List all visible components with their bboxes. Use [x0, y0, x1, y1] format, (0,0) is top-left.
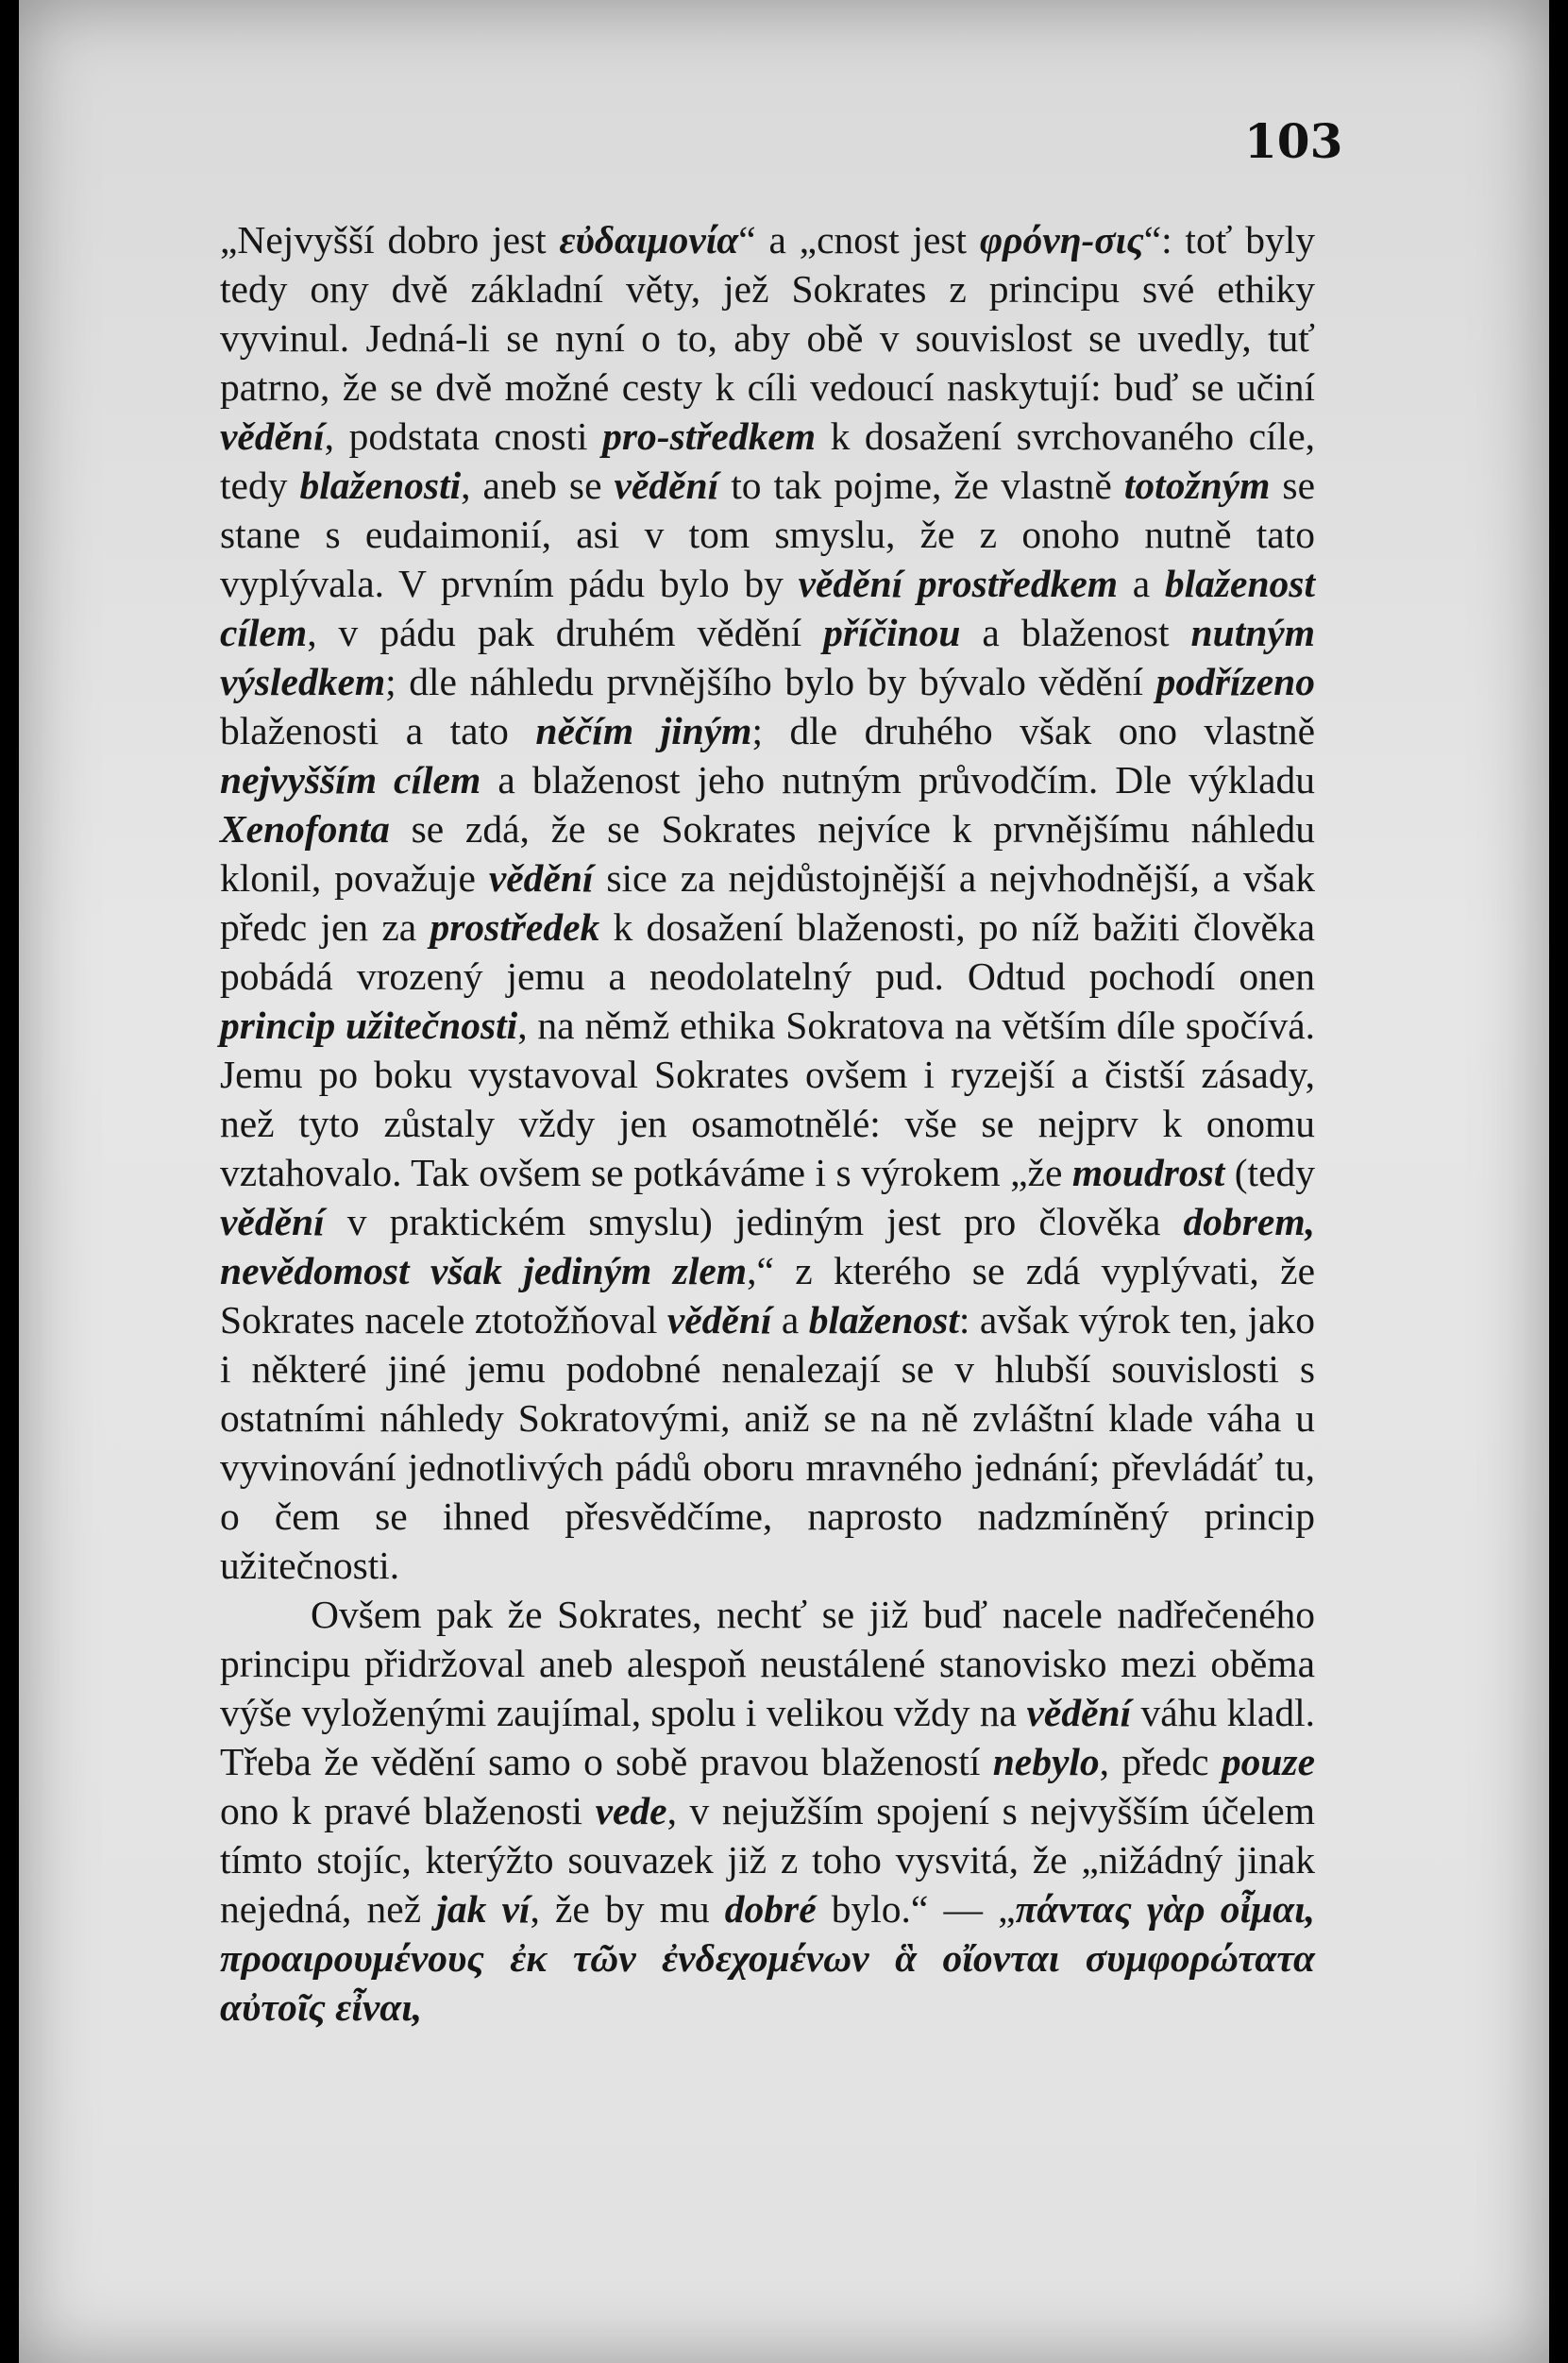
emphasized-text: prostředek [430, 905, 600, 949]
text-run: : avšak výrok ten, jako i některé jiné jemu podobné nenalezají se v hlubší souvislosti s ostatními náhledy Sokratovými, aniž se na ně zvláštní klade váha u vyvinování jednotlivých pádů oboru mravného jednání; převládáť tu, o čem se ihned přesvědčíme, naprosto nadzmíněný princip užitečnosti. [220, 1298, 1316, 1587]
text-run: k dosažení svrchovaného cíle, tedy [220, 414, 1315, 507]
text-run: ono k pravé blaženosti [220, 1789, 596, 1832]
emphasized-text: totožným [1123, 464, 1271, 507]
emphasized-text: vědění [666, 1298, 772, 1342]
emphasized-text: nutným výsledkem [220, 611, 1316, 703]
text-run: ; dle náhledu prvnějšího bylo by bývalo vědění [385, 660, 1156, 703]
text-run: sice za nejdůstojnější a nejvhodnější, a však předc jen za [220, 856, 1315, 949]
text-run: a [771, 1298, 809, 1342]
emphasized-text: dobré [724, 1887, 817, 1931]
book-page [19, 0, 1549, 2363]
emphasized-text: nejvyšším cílem [220, 758, 481, 802]
text-run: blaženosti a tato [220, 709, 536, 752]
text-run: (tedy [1224, 1151, 1316, 1194]
emphasized-text: pouze [1221, 1740, 1315, 1783]
page-number: 103 [1244, 113, 1343, 169]
emphasized-text: příčinou [823, 611, 961, 654]
emphasized-text: vědění [614, 464, 719, 507]
text-run: se stane s eudaimonií, asi v tom smyslu, že z onoho nutně tato vyplývala. V prvním pádu bylo by [220, 464, 1315, 605]
text-run: a blaženost jeho nutným průvodčím. Dle výkladu [481, 758, 1315, 802]
emphasized-text: πάντας γὰρ οἶμαι, προαιρουμένους ἐκ τῶν ἐνδεχομένων ἃ οἴονται συμφορώτατα αὐτοῖς εἶναι, [220, 1887, 1316, 2029]
emphasized-text: moudrost [1071, 1151, 1225, 1194]
text-run: to tak pojme, že vlastně [718, 464, 1124, 507]
text-run: , předc [1099, 1740, 1222, 1783]
emphasized-text: podřízeno [1155, 660, 1315, 703]
emphasized-text: dobrem, nevědomost však jediným zlem [220, 1200, 1315, 1292]
text-run: , na němž ethika Sokratova na větším díle spočívá. Jemu po boku vystavoval Sokrates ovšem i ryzejší a čistší zásady, než tyto zůstaly vždy jen osamotnělé: vše se nejprv k onomu vztahovalo. Tak ovšem se potkáváme i s výrokem „že [220, 1004, 1315, 1194]
text-run: ,“ z kterého se zdá vyplývati, že Sokrates nacele ztotožňoval [220, 1249, 1315, 1342]
text-run: “ a „cnost jest [738, 218, 980, 262]
emphasized-text: princip užitečnosti [220, 1004, 518, 1047]
text-run: se zdá, že se Sokrates nejvíce k prvnějšímu náhledu klonil, považuje [220, 807, 1315, 900]
text-run: , v nejužším spojení s nejvyšším účelem tímto stojíc, kterýžto souvazek již z toho vysvitá, že „nižádný jinak nejedná, než [220, 1789, 1315, 1931]
text-run: , že by mu [530, 1887, 725, 1931]
emphasized-text: něčím jiným [535, 709, 752, 752]
emphasized-text: vědění [220, 414, 325, 458]
emphasized-text: nebylo [992, 1740, 1100, 1783]
text-run: “: toť byly tedy ony dvě základní věty, jež Sokrates z principu své ethiky vyvinul. Jedná-li se nyní o to, aby obě v souvislost se uvedly, tuť patrno, že se dvě možné cesty k cíli vedoucí naskytují: buď se učiní [220, 218, 1315, 409]
text-run: bylo.“ — „ [816, 1887, 1016, 1931]
emphasized-text: pro-středkem [602, 414, 817, 458]
emphasized-text: vědění [220, 1200, 325, 1243]
text-run: váhu kladl. Třeba že vědění samo o sobě pravou blažeností [220, 1691, 1315, 1783]
paragraph-1 [220, 215, 1315, 1590]
emphasized-text: blaženost cílem [220, 562, 1315, 654]
emphasized-text: vědění [1026, 1691, 1132, 1734]
emphasized-text: blaženost [808, 1298, 959, 1342]
text-run: a blaženost [960, 611, 1191, 654]
emphasized-text: jak ví [436, 1887, 531, 1931]
text-run: ; dle druhého však ono vlastně [751, 709, 1315, 752]
text-run: k dosažení blaženosti, po níž bažiti člověka pobádá vrozený jemu a neodolatelný pud. Odtud pochodí onen [220, 905, 1316, 998]
emphasized-text: blaženosti [299, 464, 462, 507]
emphasized-text: vědění prostředkem [798, 562, 1119, 605]
text-run: Ovšem pak že Sokrates, nechť se již buď nacele nadřečeného principu přidržoval aneb alespoň neustálené stanovisko mezi oběma výše vyloženými zaujímal, spolu i velikou vždy na [220, 1593, 1315, 1734]
text-run: a [1118, 562, 1165, 605]
emphasized-text: φρόνη-σις [979, 218, 1144, 262]
emphasized-text: Xenofonta [220, 807, 390, 851]
emphasized-text: vede [595, 1789, 667, 1832]
text-run: „Nejvyšší dobro jest [220, 218, 560, 262]
emphasized-text: εὐδαιμονία [559, 218, 739, 262]
text-run: , aneb se [461, 464, 615, 507]
text-run: , v pádu pak druhém vědění [307, 611, 824, 654]
emphasized-text: vědění [488, 856, 594, 900]
text-run: v praktickém smyslu) jediným jest pro člověka [324, 1200, 1184, 1243]
paragraph-2 [220, 1590, 1315, 2032]
page-text [220, 215, 1315, 2032]
text-run: , podstata cnosti [324, 414, 603, 458]
